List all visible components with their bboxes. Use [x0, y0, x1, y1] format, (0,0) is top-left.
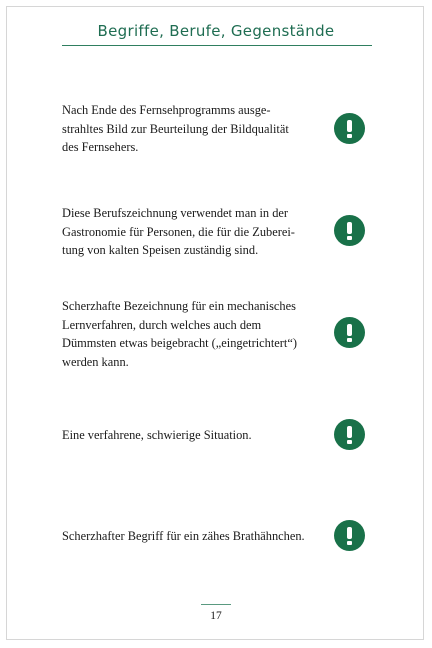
- riddle-line: tung von kalten Speisen zuständig sind.: [62, 243, 259, 257]
- page-number: 17: [210, 610, 222, 622]
- riddle-line: Gastronomie für Personen, die für die Zuberei-: [62, 224, 295, 239]
- exclamation-icon[interactable]: [334, 317, 365, 348]
- riddle-line: Nach Ende des Fernsehprogramms ausge-: [62, 103, 271, 117]
- exclamation-icon[interactable]: [334, 419, 365, 450]
- page-title: Begriffe, Berufe, Gegenstände: [97, 22, 335, 40]
- riddle-line: des Fernsehers.: [62, 140, 139, 154]
- exclamation-icon[interactable]: [334, 215, 365, 246]
- riddle-line: Dümmsten etwas beigebracht („eingetrichtert“): [62, 336, 297, 350]
- footer-divider: [201, 604, 231, 605]
- riddle-item-3: [62, 297, 332, 371]
- exclamation-icon[interactable]: [334, 113, 365, 144]
- riddle-line: strahltes Bild zur Beurteilung der Bildqualität: [62, 121, 289, 136]
- riddle-line: Scherzhafter Begriff für ein zähes Brathähnchen.: [62, 529, 305, 543]
- riddle-line: Lernverfahren, durch welches auch dem: [62, 317, 262, 332]
- exclamation-icon[interactable]: [334, 520, 365, 551]
- riddle-item-1: [62, 101, 332, 157]
- riddle-line: Diese Berufszeichnung verwendet man in der: [62, 206, 289, 220]
- riddle-item-4: [62, 426, 332, 445]
- title-divider: [62, 45, 372, 46]
- riddle-line: werden kann.: [62, 354, 129, 369]
- riddle-item-5: [62, 527, 332, 546]
- riddle-item-2: [62, 204, 332, 260]
- riddle-line: Eine verfahrene, schwierige Situation.: [62, 428, 252, 442]
- riddle-line: Scherzhafte Bezeichnung für ein mechanisches: [62, 299, 296, 313]
